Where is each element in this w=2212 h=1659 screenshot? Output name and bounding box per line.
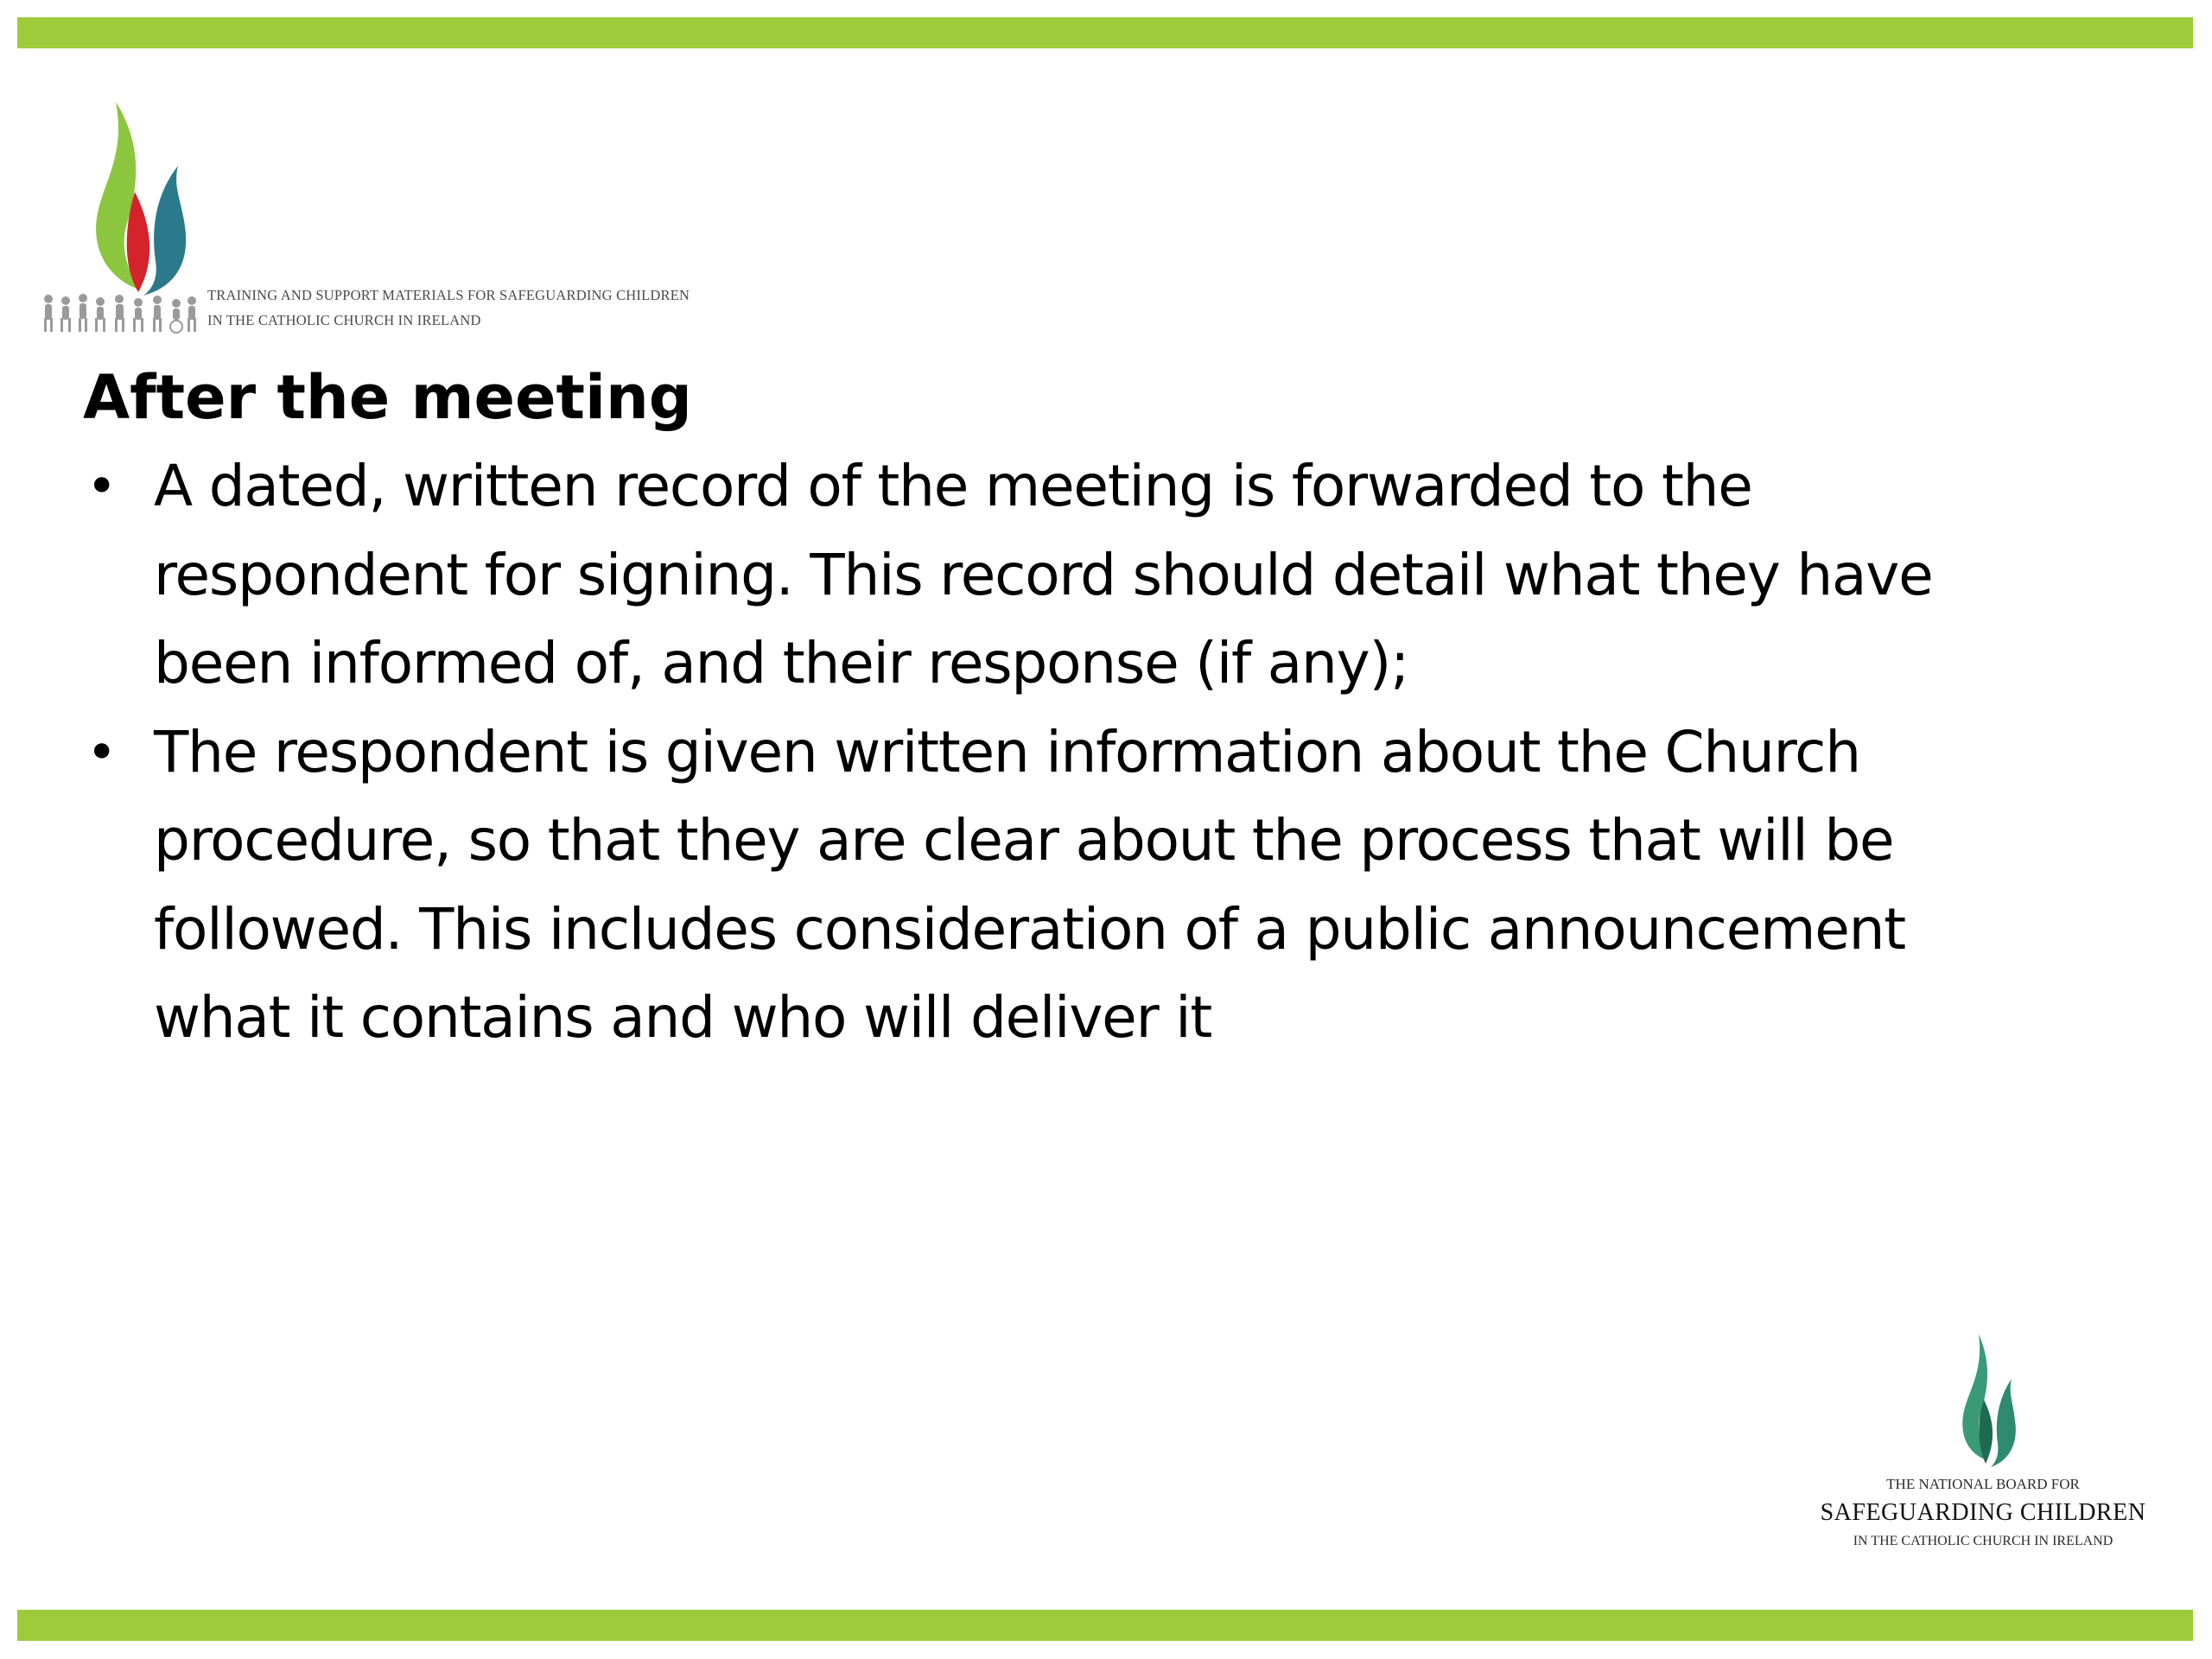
bottom-accent-bar [17,1610,2193,1641]
bullet-list [83,442,2105,1063]
bullet-line: been informed of, and their response (if any); [154,630,1409,696]
header-tagline [207,283,690,333]
bullet-line: A dated, written record of the meeting is forwarded to the [154,453,1752,519]
footer-logo-line2: SAFEGUARDING CHILDREN [1820,1499,2146,1526]
bullet-item [83,709,2141,1063]
bullet-line: The respondent is given written information about the Church [154,718,1860,785]
flame-logo-icon [66,97,204,304]
header-tagline-line2: IN THE CATHOLIC CHURCH IN IRELAND [207,312,481,328]
bullet-line: procedure, so that they are clear about the process that will be [154,807,1894,874]
footer-logo [1789,1331,2177,1564]
bullet-item [83,442,2141,709]
footer-logo-line1: THE NATIONAL BOARD FOR [1886,1476,2080,1492]
header-tagline-line1: TRAINING AND SUPPORT MATERIALS FOR SAFEGUARDING CHILDREN [207,287,690,303]
top-accent-bar [17,17,2193,48]
bullet-line: followed. This includes consideration of a public announcement [154,895,1905,963]
flame-logo-icon [1944,1331,2022,1469]
footer-logo-line3: IN THE CATHOLIC CHURCH IN IRELAND [1853,1534,2113,1548]
children-silhouettes-icon [40,292,200,334]
header-logo [40,97,748,339]
bullet-icon: • [86,721,117,783]
slide-content [83,354,2105,1063]
bullet-line: respondent for signing. This record should detail what they have [154,541,1933,608]
slide-title: After the meeting [83,362,692,433]
bullet-icon: • [86,456,117,517]
bullet-line: what it contains and who will deliver it [154,984,1212,1051]
